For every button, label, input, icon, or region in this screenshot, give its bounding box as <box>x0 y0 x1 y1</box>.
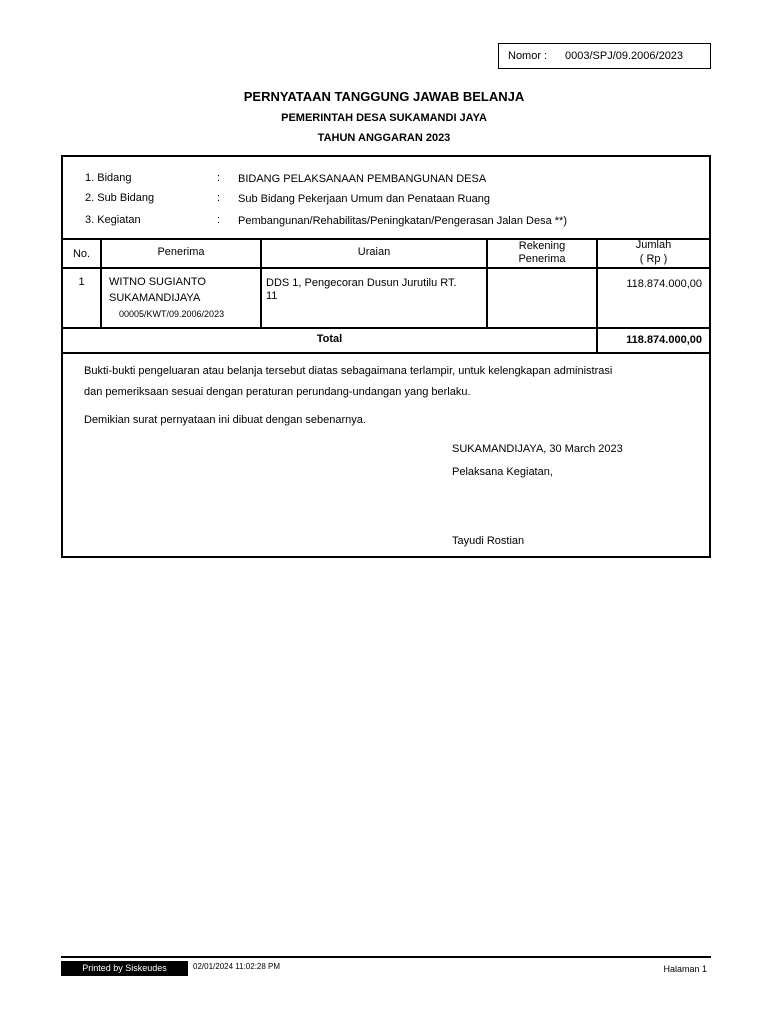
description-line-1: DDS 1, Pengecoran Dusun Jurutilu RT. <box>266 277 457 289</box>
info-label-kegiatan: 3. Kegiatan <box>85 214 141 226</box>
signature-place-date: SUKAMANDIJAYA, 30 March 2023 <box>452 443 623 455</box>
header-rekening-penerima: Penerima <box>518 253 566 265</box>
header-penerima: Penerima <box>157 246 205 258</box>
header-jumlah: Jumlah <box>635 239 672 251</box>
header-bottom-rule <box>63 267 709 269</box>
info-value-kegiatan: Pembangunan/Rehabilitas/Peningkatan/Pengerasan Jalan Desa **) <box>238 215 568 227</box>
row-number: 1 <box>78 276 85 288</box>
statement-line-1: Bukti-bukti pengeluaran atau belanja tersebut diatas sebagaimana terlampir, untuk kelengkapan administrasi <box>84 365 613 377</box>
document-subtitle: PEMERINTAH DESA SUKAMANDI JAYA <box>281 112 487 124</box>
header-uraian: Uraian <box>357 246 391 258</box>
page-number: Halaman 1 <box>663 964 707 974</box>
fiscal-year-line: TAHUN ANGGARAN 2023 <box>317 132 451 144</box>
signature-role: Pelaksana Kegiatan, <box>452 466 553 478</box>
amount: 118.874.000,00 <box>626 278 702 290</box>
statement-line-2: dan pemeriksaan sesuai dengan peraturan perundang-undangan yang berlaku. <box>84 386 471 398</box>
header-no: No. <box>72 248 91 260</box>
row-bottom-rule <box>63 327 709 329</box>
description-line-2: 11 <box>266 290 278 302</box>
printed-by-badge: Printed by Siskeudes <box>61 961 188 976</box>
info-value-bidang: BIDANG PELAKSANAAN PEMBANGUNAN DESA <box>238 173 487 185</box>
info-separator: : <box>217 192 221 204</box>
header-rekening: Rekening <box>518 240 566 252</box>
signatory-name: Tayudi Rostian <box>452 535 525 547</box>
header-jumlah-unit: ( Rp ) <box>639 253 668 265</box>
info-separator: : <box>217 172 221 184</box>
print-datetime: 02/01/2024 11:02:28 PM <box>193 962 281 971</box>
info-value-sub-bidang: Sub Bidang Pekerjaan Umum dan Penataan Ruang <box>238 193 490 205</box>
recipient-place: SUKAMANDIJAYA <box>109 292 201 304</box>
receipt-code: 00005/KWT/09.2006/2023 <box>119 309 225 319</box>
info-label-bidang: 1. Bidang <box>85 172 132 184</box>
total-amount: 118.874.000,00 <box>626 334 702 346</box>
footer-rule <box>61 956 711 958</box>
document-title: PERNYATAAN TANGGUNG JAWAB BELANJA <box>243 89 525 104</box>
recipient-name: WITNO SUGIANTO <box>109 276 206 288</box>
document-number-label: Nomor : <box>508 50 548 62</box>
document-number-box <box>498 43 711 69</box>
statement-closing: Demikian surat pernyataan ini dibuat dengan sebenarnya. <box>84 414 366 426</box>
document-number-value: 0003/SPJ/09.2006/2023 <box>565 50 684 62</box>
total-label: Total <box>316 333 343 345</box>
total-bottom-rule <box>63 352 709 354</box>
statement-frame <box>61 155 711 558</box>
info-separator: : <box>217 214 221 226</box>
info-label-sub-bidang: 2. Sub Bidang <box>85 192 155 204</box>
